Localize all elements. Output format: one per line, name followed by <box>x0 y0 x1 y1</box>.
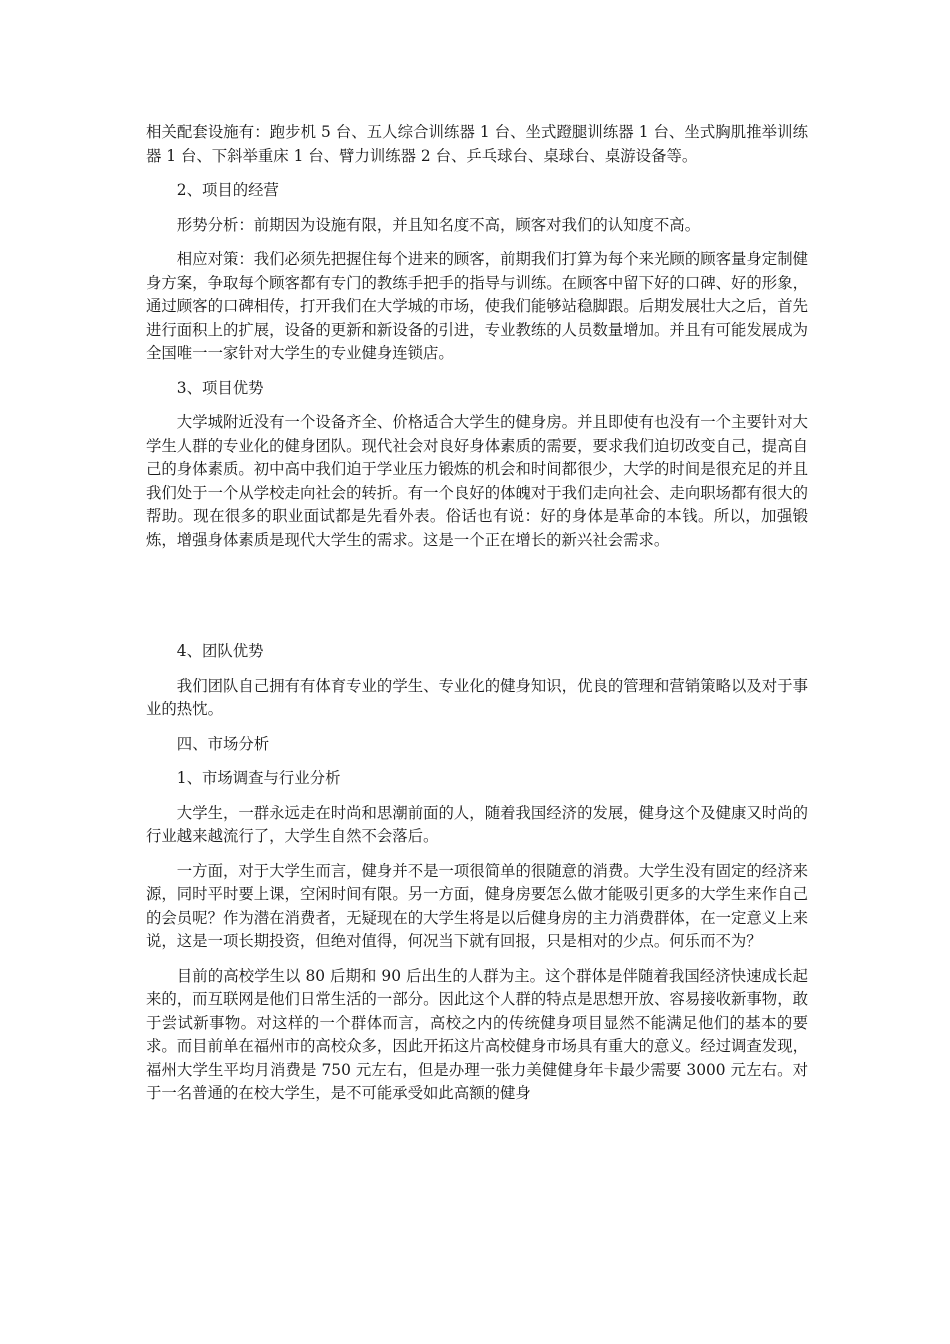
document-body <box>146 121 808 1117</box>
paragraph-facilities: 相关配套设施有：跑步机 5 台、五人综合训练器 1 台、坐式蹬腿训练器 1 台、坐式胸肌推举训练器 1 台、下斜举重床 1 台、臂力训练器 2 台、乒乓球台、桌球台、桌游设备等。 <box>146 123 808 165</box>
paragraph-team-advantages: 我们团队自己拥有有体育专业的学生、专业化的健身知识，优良的管理和营销策略以及对于事业的热忱。 <box>146 676 808 718</box>
paragraph-situation-analysis: 形势分析：前期因为设施有限，并且知名度不高，顾客对我们的认知度不高。 <box>176 215 701 234</box>
paragraph-consumption: 一方面，对于大学生而言，健身并不是一项很简单的很随意的消费。大学生没有固定的经济来源，同时平时要上课，空闲时间有限。另一方面，健身房要怎么做才能吸引更多的大学生来作自己的会员呢？作为潜在消费者，无疑现在的大学生将是以后健身房的主力消费群体，在一定意义上来说，这是一项长期投资，但绝对值得，何况当下就有回报，只是相对的少点。何乐而不为？ <box>146 861 808 950</box>
paragraph-target-group: 目前的高校学生以 80 后期和 90 后出生的人群为主。这个群体是伴随着我国经济快速成长起来的，而互联网是他们日常生活的一部分。因此这个人群的特点是思想开放、容易接收新事物，敢于尝试新事物。对这样的一个群体而言，高校之内的传统健身项目显然不能满足他们的基本的要求。而目前单在福州市的高校众多，因此开拓这片高校健身市场具有重大的意义。经过调查发现，福州大学生平均月消费是 750 元左右，但是办理一张力美健健身年卡最少需要 3000 元左右。对于一名普通的在校大学生，是不可能承受如此高额的健身 <box>146 966 808 1102</box>
heading-market-analysis: 四、市场分析 <box>176 734 270 753</box>
heading-project-advantages: 3、项目优势 <box>176 378 264 397</box>
paragraph-students-trend: 大学生，一群永远走在时尚和思潮前面的人，随着我国经济的发展，健身这个及健康又时尚的行业越来越流行了，大学生自然不会落后。 <box>146 803 808 845</box>
paragraph-countermeasures: 相应对策：我们必须先把握住每个进来的顾客，前期我们打算为每个来光顾的顾客量身定制健身方案，争取每个顾客都有专门的教练手把手的指导与训练。在顾客中留下好的口碑、好的形象，通过顾客的口碑相传，打开我们在大学城的市场，使我们能够站稳脚跟。后期发展壮大之后，首先进行面积上的扩展，设备的更新和新设备的引进，专业教练的人员数量增加。并且有可能发展成为全国唯一一家针对大学生的专业健身连锁店。 <box>146 250 808 362</box>
heading-team-advantages: 4、团队优势 <box>176 642 264 660</box>
blank-space <box>146 563 808 640</box>
heading-project-operation: 2、项目的经营 <box>176 181 279 199</box>
heading-market-research: 1、市场调查与行业分析 <box>176 769 341 787</box>
paragraph-project-advantages: 大学城附近没有一个设备齐全、价格适合大学生的健身房。并且即使有也没有一个主要针对大学生人群的专业化的健身团队。现代社会对良好身体素质的需要，要求我们迫切改变自己，提高自己的身体素质。初中高中我们迫于学业压力锻炼的机会和时间都很少，大学的时间是很充足的并且我们处于一个从学校走向社会的转折。有一个良好的体魄对于我们走向社会、走向职场都有很大的帮助。现在很多的职业面试都是先看外表。俗话也有说：好的身体是革命的本钱。所以，加强锻炼，增强身体素质是现代大学生的需求。这是一个正在增长的新兴社会需求。 <box>146 413 808 549</box>
